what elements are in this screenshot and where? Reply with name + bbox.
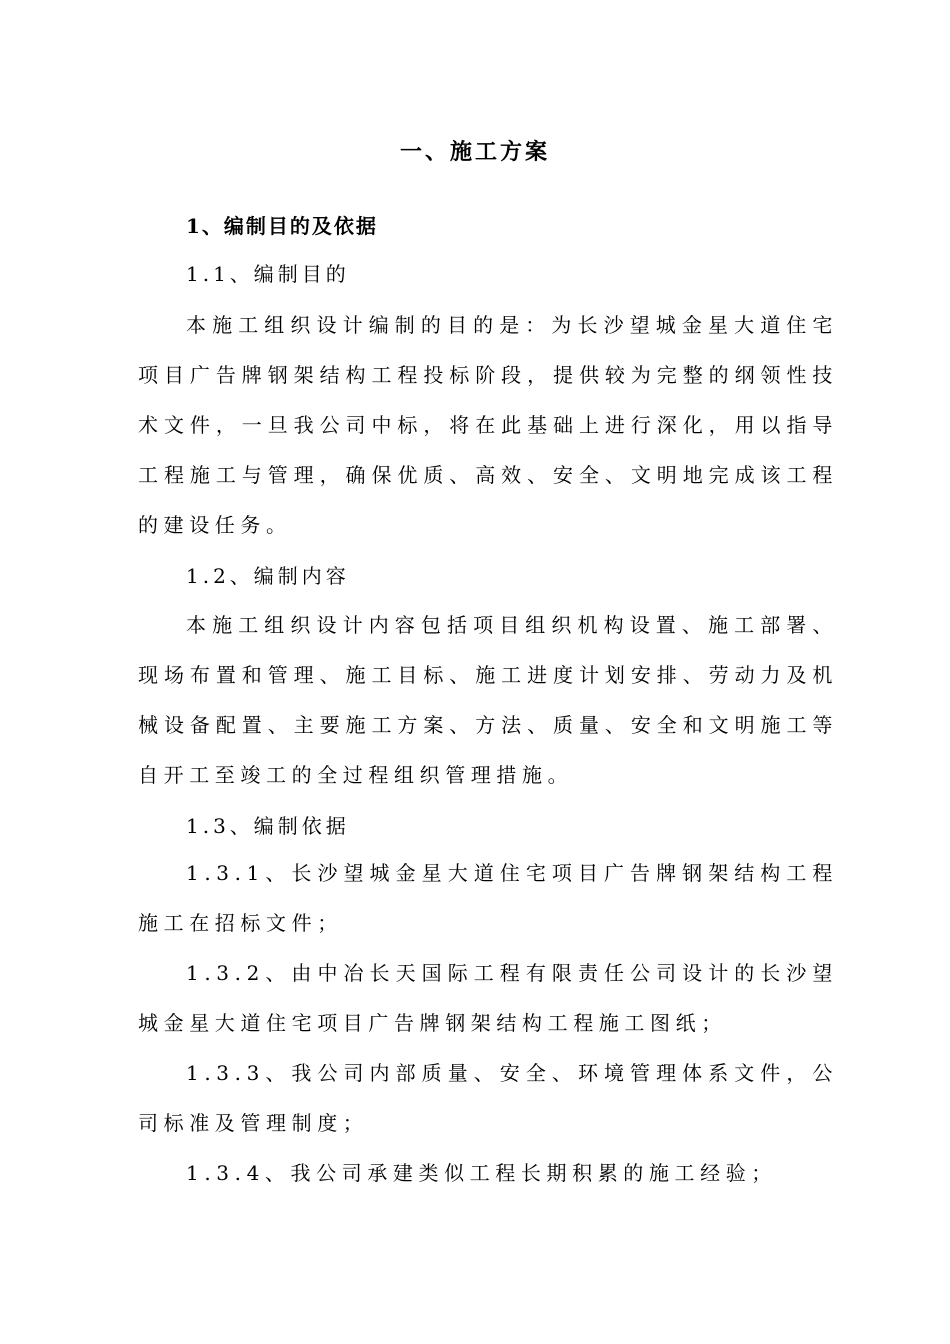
basis-item-3: 1.3.3、我公司内部质量、安全、环境管理体系文件，公司标准及管理制度； — [138, 1061, 838, 1135]
page-title: 一、施工方案 — [399, 139, 550, 165]
subsection-heading-1-2: 1.2、编制内容 — [186, 564, 350, 588]
basis-item-1: 1.3.1、长沙望城金星大道住宅项目广告牌钢架结构工程施工在招标文件； — [138, 861, 838, 935]
basis-item-4: 1.3.4、我公司承建类似工程长期积累的施工经验； — [186, 1161, 777, 1185]
paragraph-purpose: 本施工组织设计编制的目的是：为长沙望城金星大道住宅项目广告牌钢架结构工程投标阶段，提供较为完整的纲领性技术文件，一旦我公司中标，将在此基础上进行深化，用以指导工程施工与管理，确保优质、高效、安全、文明地完成该工程的建设任务。 — [138, 313, 838, 537]
section-heading-1: 1、编制目的及依据 — [186, 214, 378, 238]
paragraph-content: 本施工组织设计内容包括项目组织机构设置、施工部署、现场布置和管理、施工目标、施工进度计划安排、劳动力及机械设备配置、主要施工方案、方法、质量、安全和文明施工等自开工至竣工的全过程组织管理措施。 — [138, 613, 838, 787]
subsection-heading-1-3: 1.3、编制依据 — [186, 814, 350, 838]
subsection-heading-1-1: 1.1、编制目的 — [186, 262, 350, 286]
basis-item-2: 1.3.2、由中冶长天国际工程有限责任公司设计的长沙望城金星大道住宅项目广告牌钢架结构工程施工图纸； — [138, 961, 838, 1035]
